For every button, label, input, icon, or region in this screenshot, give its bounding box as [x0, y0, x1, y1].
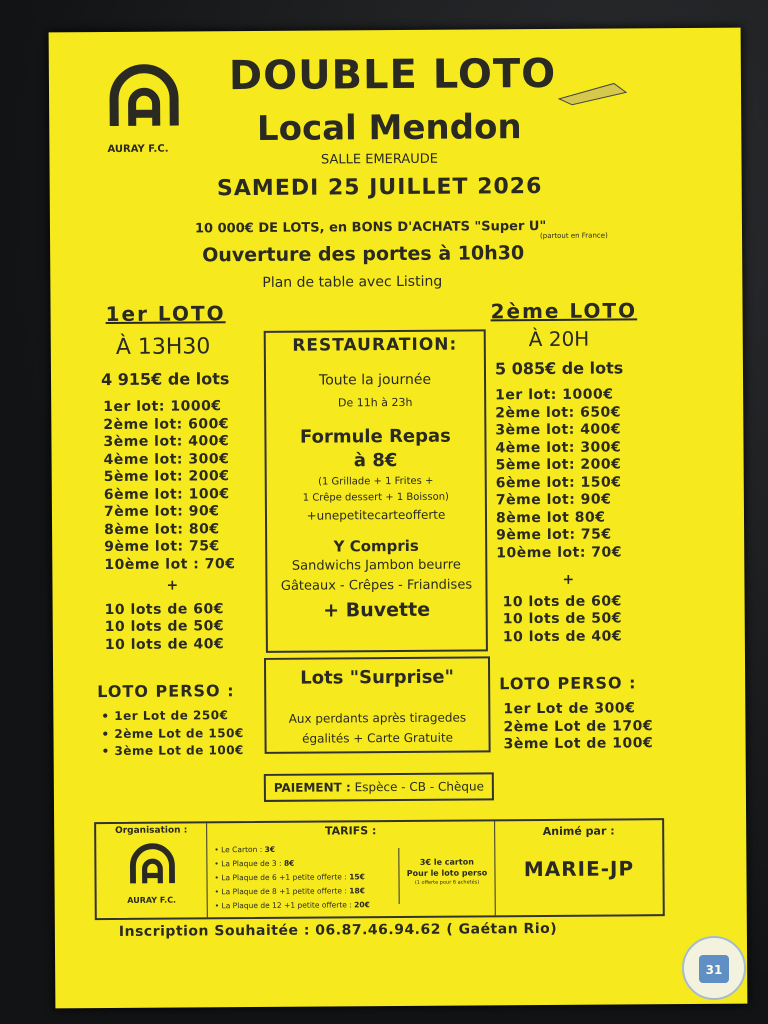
compris-items: Gâteaux - Crêpes - Friandises: [280, 577, 473, 594]
restauration-box: [264, 329, 488, 653]
resto-hours: De 11h à 23h: [337, 395, 413, 410]
flyer-title: DOUBLE LOTO: [228, 50, 557, 100]
loto-flyer: [49, 28, 748, 1009]
extra-lot: 10 lots de 50€: [502, 610, 623, 628]
perso-lot: 1er Lot de 300€: [503, 700, 636, 718]
loto-board-icon: [554, 78, 629, 107]
doors-open: Ouverture des portes à 10h30: [202, 242, 525, 267]
event-date: SAMEDI 25 JUILLET 2026: [216, 173, 543, 202]
plus: +: [562, 571, 575, 588]
formule-detail: +unepetitecarteofferte: [306, 507, 446, 523]
formule-detail: 1 Crêpe dessert + 1 Boisson): [302, 491, 449, 504]
surprise-line: égalités + Carte Gratuite: [302, 730, 454, 746]
lot: 2ème lot: 600€: [103, 415, 230, 433]
calendar-badge-number: 31: [699, 955, 729, 983]
loto2-lots: [495, 386, 623, 646]
loto2-time: À 20H: [528, 326, 590, 352]
prizes-line: 10 000€ DE LOTS, en BONS D'ACHATS "Super U": [194, 218, 547, 237]
animator-name: MARIE-JP: [523, 856, 635, 882]
extra-lot: 10 lots de 50€: [104, 618, 225, 636]
compris-items: Sandwichs Jambon beurre: [291, 557, 461, 574]
lot: 4ème lot: 300€: [495, 438, 622, 456]
loto2-total: 5 085€ de lots: [494, 358, 624, 379]
formule-price: à 8€: [353, 450, 398, 472]
lot: 3ème lot: 400€: [103, 433, 230, 451]
compris: Y Compris: [333, 536, 419, 556]
tarifs-list: [214, 842, 370, 913]
perso-lot: 2ème Lot de 170€: [503, 717, 654, 735]
lot: 6ème lot: 100€: [103, 485, 230, 503]
lot: 7ème lot: 90€: [103, 503, 220, 521]
extra-lot: 10 lots de 60€: [104, 600, 224, 618]
resto-day: Toute la journée: [318, 371, 432, 389]
lot: 8ème lot: 80€: [104, 520, 220, 538]
lot: 3ème lot: 400€: [495, 421, 622, 439]
anime-label: Animé par :: [542, 824, 615, 838]
loto1-time: À 13H30: [115, 334, 211, 360]
payment-label: PAIEMENT :: [273, 780, 351, 795]
lot: 1er lot: 1000€: [495, 386, 614, 404]
surprise-title: Lots "Surprise": [300, 666, 455, 689]
logo-text: AURAY F.C.: [107, 143, 169, 156]
tarif-item: • Le Carton : 3€: [214, 844, 276, 855]
surprise-box: [264, 656, 491, 754]
lot: 8ème lot 80€: [495, 509, 606, 526]
loto1-title: 1er LOTO: [105, 301, 226, 327]
loto1-lots: [103, 398, 236, 654]
payment-box: [264, 772, 494, 802]
formule: Formule Repas: [299, 425, 451, 448]
lot: 5ème lot: 200€: [495, 456, 622, 474]
extra-lot: 10 lots de 40€: [104, 635, 225, 653]
extra-lot: 10 lots de 40€: [502, 627, 623, 645]
lot: 10ème lot: 70€: [496, 543, 623, 561]
loto2-perso: [503, 700, 653, 754]
lot: 1er lot: 1000€: [103, 398, 222, 416]
auray-fc-logo-icon: [126, 842, 178, 890]
loto1-total: 4 915€ de lots: [100, 369, 230, 390]
logo-text: AURAY F.C.: [127, 895, 177, 905]
loto2-title: 2ème LOTO: [490, 298, 638, 324]
auray-fc-logo-icon: [104, 63, 184, 134]
tarifs-title: TARIFS :: [324, 824, 377, 838]
resto-title: RESTAURATION:: [292, 334, 458, 356]
inscription: Inscription Souhaitée : 06.87.46.94.62 ( Gaétan Rio): [118, 920, 558, 940]
lot: 6ème lot: 150€: [495, 473, 622, 491]
venue: SALLE EMERAUDE: [320, 151, 439, 168]
perso-lot: • 2ème Lot de 150€: [101, 725, 244, 741]
lot: 5ème lot: 200€: [103, 468, 230, 486]
tarif-item: • La Plaque de 3 : 8€: [214, 858, 295, 869]
extra-lot: 10 lots de 60€: [502, 592, 622, 610]
lot: 9ème lot: 75€: [496, 526, 612, 544]
lot: 2ème lot: 650€: [495, 403, 622, 421]
lot: 4ème lot: 300€: [103, 450, 230, 468]
perso-price: 3€ le carton: [419, 857, 474, 867]
perso-lot: • 1er Lot de 250€: [101, 708, 229, 724]
plus: +: [166, 577, 179, 594]
calendar-badge-icon[interactable]: [682, 936, 746, 1000]
perso-price-label: Pour le loto perso: [406, 868, 488, 878]
formule-detail: (1 Grillade + 1 Frites +: [318, 475, 434, 488]
payment-methods: Espèce - CB - Chèque: [354, 779, 485, 795]
flyer-subtitle: Local Mendon: [256, 107, 522, 149]
lot: 9ème lot: 75€: [104, 538, 220, 556]
tarif-item: • La Plaque de 8 +1 petite offerte : 18€: [214, 886, 365, 897]
loto1-perso-title: LOTO PERSO :: [97, 681, 235, 702]
lot: 10ème lot : 70€: [104, 555, 236, 573]
perso-price-note: (1 offerte pour 6 achetés): [414, 879, 480, 886]
org-label: Organisation :: [115, 825, 188, 836]
loto2-perso-title: LOTO PERSO :: [499, 673, 637, 694]
footer-box: [94, 818, 665, 920]
prizes-note: (partout en France): [540, 231, 608, 241]
perso-lot: • 3ème Lot de 100€: [101, 743, 244, 759]
tarif-item: • La Plaque de 6 +1 petite offerte : 15€: [214, 872, 365, 883]
loto1-perso: [101, 707, 244, 760]
buvette: + Buvette: [323, 598, 431, 622]
perso-lot: 3ème Lot de 100€: [503, 735, 654, 753]
table-plan: Plan de table avec Listing: [262, 273, 443, 291]
lot: 7ème lot: 90€: [495, 491, 612, 509]
tarif-item: • La Plaque de 12 +1 petite offerte : 20€: [214, 900, 370, 911]
surprise-line: Aux perdants après tiragedes: [288, 710, 467, 726]
